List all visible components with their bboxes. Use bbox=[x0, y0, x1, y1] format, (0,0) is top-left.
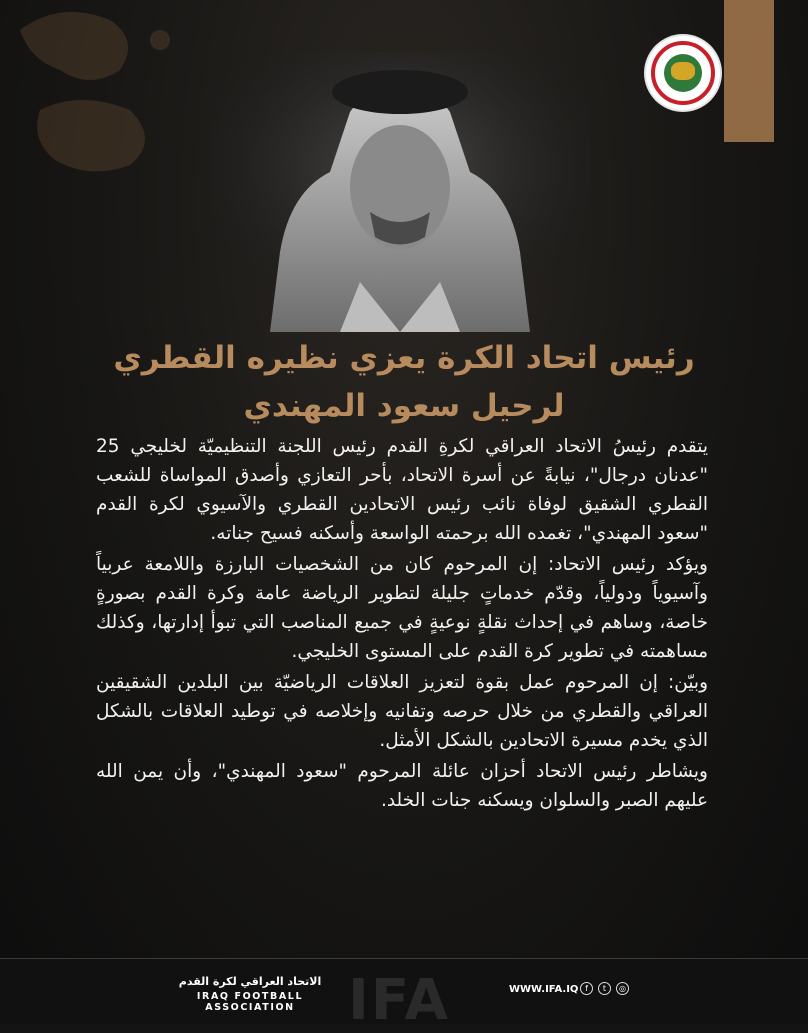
ifa-watermark: IFA bbox=[348, 968, 451, 1033]
association-name-en: IRAQ FOOTBALL ASSOCIATION bbox=[196, 991, 304, 1013]
accent-bar bbox=[724, 0, 774, 142]
association-logo bbox=[646, 36, 720, 110]
website-link[interactable]: WWW.IFA.IQ bbox=[509, 984, 579, 995]
headline-line-2: لرحيل سعود المهندي bbox=[243, 388, 565, 424]
paragraph-3: وبيّن: إن المرحوم عمل بقوة لتعزيز العلاقات الرياضيّة بين البلدين الشقيقين العراقي والقطري من خلال حرصه وتفانيه وإخلاصه في توطيد العلاقات بالشكل الذي يخدم مسيرة الاتحادين بالشكل الأمثل. bbox=[96, 672, 708, 751]
paragraph-4: ويشاطر رئيس الاتحاد أحزان عائلة المرحوم "سعود المهندي"، وأن يمن الله عليهم الصبر والسلوان ويسكنه جنات الخلد. bbox=[96, 761, 708, 811]
paragraph-2: ويؤكد رئيس الاتحاد: إن المرحوم كان من الشخصيات البارزة واللامعة عربياً وآسيوياً ودولياً، وقدّم خدماتٍ جليلة لتطوير الرياضة عامة وكرة القدم بصورةٍ خاصة، وساهم في إحداث نقلةٍ نوعيةٍ في جميع المناصب التي تبوأ إدارتها، وكذلك مساهمته في تطوير كرة القدم على المستوى الخليجي. bbox=[96, 554, 708, 662]
decorative-ornament bbox=[0, 0, 180, 200]
instagram-icon[interactable]: ◎ bbox=[616, 982, 629, 995]
paragraph-1: يتقدم رئيسُ الاتحاد العراقي لكرةِ القدم رئيس اللجنة التنظيميّة لخليجي 25 "عدنان درجال"، نيابةً عن أسرة الاتحاد، بأحر التعازي وأصدق المواساة للشعب القطري الشقيق لوفاة نائب رئيس الاتحادين القطري والآسيوي لكرة القدم "سعود المهندي"، تغمده الله برحمته الواسعة وأسكنه فسيح جناته. bbox=[96, 436, 708, 544]
headline-line-1: رئيس اتحاد الكرة يعزي نظيره القطري bbox=[113, 340, 695, 376]
statement-body bbox=[96, 432, 708, 817]
association-name-ar: الاتحاد العراقي لكرة القدم bbox=[178, 975, 322, 988]
portrait-photo bbox=[210, 52, 590, 332]
facebook-icon[interactable]: f bbox=[580, 982, 593, 995]
twitter-icon[interactable]: t bbox=[598, 982, 611, 995]
